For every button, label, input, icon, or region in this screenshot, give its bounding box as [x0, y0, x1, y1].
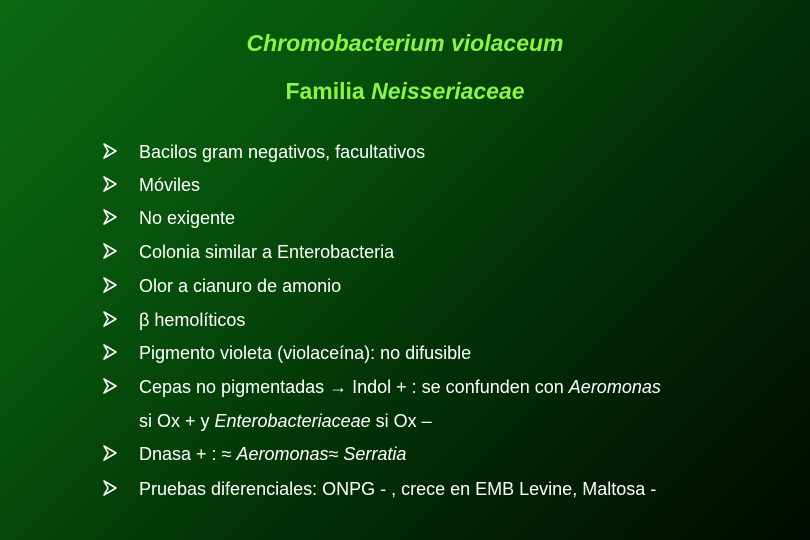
genus-aeromonas: Aeromonas — [568, 377, 661, 397]
list-item-text-part: si Ox + y — [139, 411, 215, 431]
list-item-text: β hemolíticos — [139, 310, 246, 330]
list-item-text-part: si Ox – — [370, 411, 432, 431]
list-item-text-part: ≈ — [328, 444, 344, 464]
arrowhead-bullet-icon — [102, 377, 118, 395]
subtitle-family: Neisseriaceae — [371, 78, 525, 104]
family-enterobacteriaceae: Enterobacteriaceae — [214, 411, 371, 431]
list-item-text-part: Cepas no pigmentadas → Indol + : se confunden con — [139, 377, 569, 397]
arrowhead-bullet-icon — [102, 479, 118, 497]
list-item-text — [139, 443, 406, 465]
list-item-text: Bacilos gram negativos, facultativos — [139, 142, 426, 162]
list-item-text: Colonia similar a Enterobacteria — [139, 242, 395, 262]
list-item-text: Olor a cianuro de amonio — [139, 276, 342, 296]
arrowhead-bullet-icon — [102, 444, 118, 462]
list-item-text: Pruebas diferenciales: ONPG - , crece en EMB Levine, Maltosa - — [139, 479, 657, 499]
list-item-text — [139, 376, 661, 398]
arrowhead-bullet-icon — [102, 310, 118, 328]
list-item-text: Móviles — [139, 175, 201, 195]
arrowhead-bullet-icon — [102, 142, 118, 160]
list-item-text: Pigmento violeta (violaceína): no difusible — [139, 343, 472, 363]
genus-serratia: Serratia — [343, 444, 407, 464]
arrowhead-bullet-icon — [102, 343, 118, 361]
arrowhead-bullet-icon — [102, 208, 118, 226]
genus-aeromonas: Aeromonas — [236, 444, 329, 464]
arrowhead-bullet-icon — [102, 242, 118, 260]
list-item-text-part: Dnasa + : ≈ — [139, 444, 237, 464]
arrowhead-bullet-icon — [102, 276, 118, 294]
list-item-text: No exigente — [139, 208, 236, 228]
list-item-text — [139, 410, 432, 432]
arrowhead-bullet-icon — [102, 175, 118, 193]
subtitle-prefix: Familia — [285, 78, 372, 104]
slide-title: Chromobacterium violaceum — [246, 30, 564, 56]
